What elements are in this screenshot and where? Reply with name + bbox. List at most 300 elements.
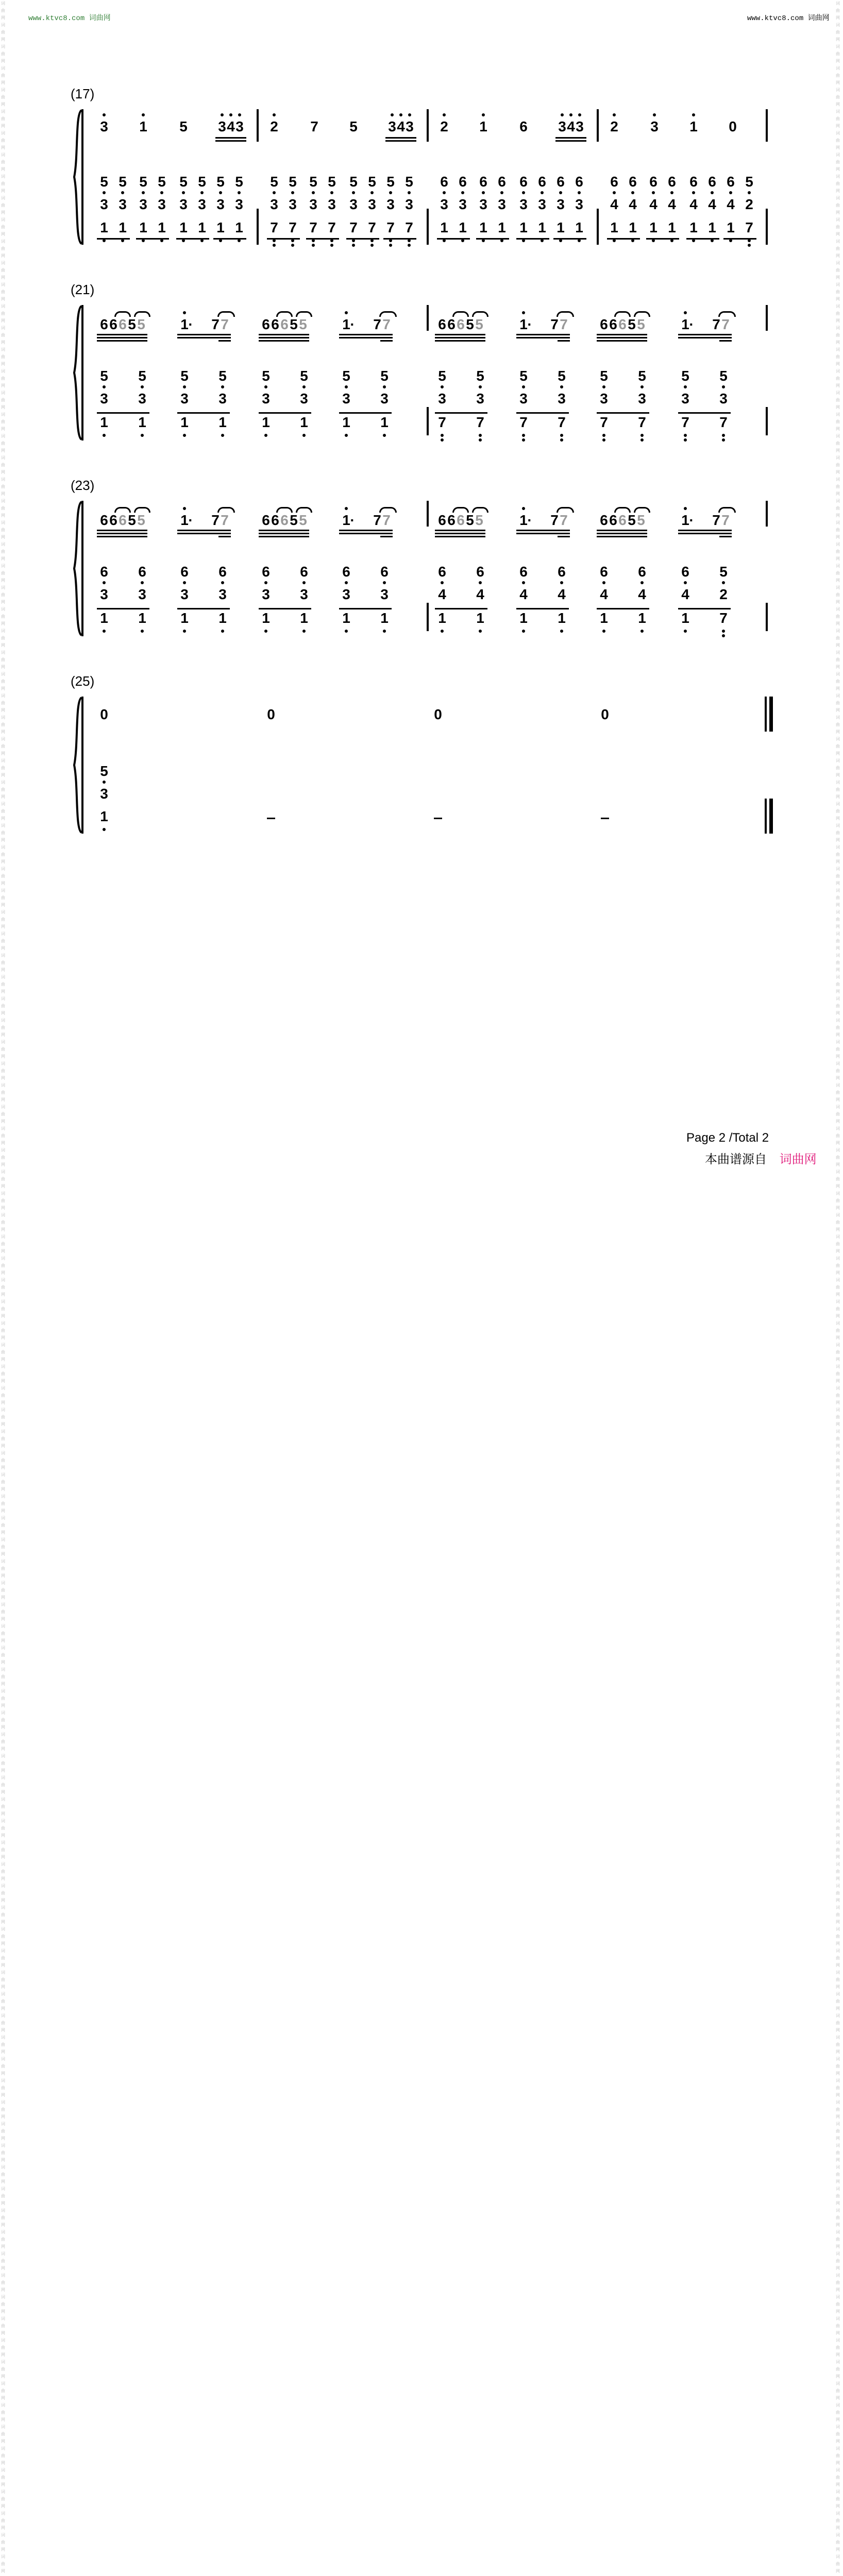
tie-arc (452, 311, 469, 317)
high-octave-dot (352, 191, 355, 194)
note: 6 (618, 512, 627, 528)
high-octave-dot (522, 311, 525, 314)
beam-line (555, 140, 586, 142)
note: 6 (629, 174, 637, 190)
low-octave-dot (722, 438, 725, 442)
note: 5 (119, 174, 127, 190)
high-octave-dot (302, 581, 306, 584)
note: 6 (100, 564, 108, 580)
note: 1 (100, 808, 108, 824)
note: 7 (558, 414, 566, 430)
low-octave-dot (302, 434, 306, 437)
high-octave-dot (399, 113, 402, 116)
high-octave-dot (522, 385, 525, 388)
note: 1 (538, 219, 546, 235)
high-octave-dot (500, 191, 503, 194)
note: 6 (119, 512, 127, 528)
note: 1 (100, 610, 108, 626)
bar-line (257, 209, 259, 245)
high-octave-dot (569, 113, 572, 116)
bar-line (81, 697, 83, 834)
note: 1 (342, 316, 350, 332)
note: 1 (681, 512, 689, 528)
note: 2 (610, 118, 618, 134)
note: 5 (128, 316, 136, 332)
beam-line (97, 238, 130, 240)
beam-line (723, 238, 756, 240)
high-octave-dot (200, 191, 204, 194)
note: 5 (100, 368, 108, 384)
note: 3 (138, 586, 146, 602)
note: 4 (227, 118, 235, 134)
low-octave-dot (522, 630, 525, 633)
note: 5 (405, 174, 413, 190)
low-octave-dot (640, 434, 644, 437)
low-octave-dot (273, 244, 276, 247)
note: 3 (538, 196, 546, 212)
note: · (188, 512, 193, 528)
note: 7 (719, 414, 728, 430)
note: 6 (668, 174, 676, 190)
note: 4 (649, 196, 657, 212)
note: 5 (137, 512, 145, 528)
note: 7 (745, 219, 753, 235)
low-octave-dot (221, 434, 224, 437)
note: 5 (289, 174, 297, 190)
note: 1 (681, 316, 689, 332)
note: 7 (719, 610, 728, 626)
note: 5 (138, 368, 146, 384)
note: 1 (235, 219, 243, 235)
high-octave-dot (103, 191, 106, 194)
note: 6 (438, 564, 446, 580)
beam-line (306, 238, 339, 240)
tie-arc (134, 507, 150, 513)
note: · (527, 316, 532, 332)
note: 5 (719, 564, 728, 580)
high-octave-dot (182, 191, 185, 194)
low-octave-dot (312, 244, 315, 247)
high-octave-dot (443, 191, 446, 194)
note: 4 (668, 196, 676, 212)
beam-line (380, 536, 393, 537)
beam-line (678, 530, 732, 531)
beam-line (97, 530, 147, 531)
beam-line (678, 533, 732, 534)
high-octave-dot (631, 191, 634, 194)
note: 6 (447, 316, 456, 332)
low-octave-dot (221, 630, 224, 633)
low-octave-dot (264, 434, 267, 437)
note: 1 (180, 414, 189, 430)
note: 4 (610, 196, 618, 212)
low-octave-dot (684, 630, 687, 633)
note: 1 (216, 219, 225, 235)
note: 6 (459, 174, 467, 190)
note: · (689, 316, 694, 332)
beam-line (177, 337, 231, 338)
beam-line (177, 530, 231, 531)
note: 1 (519, 316, 528, 332)
note: 1 (180, 512, 189, 528)
beam-line (339, 337, 393, 338)
note: 3 (218, 391, 227, 406)
tie-arc (134, 311, 150, 317)
bar-line (769, 697, 773, 732)
tie-arc (114, 311, 131, 317)
note: 1 (380, 414, 389, 430)
note: 1 (342, 512, 350, 528)
low-octave-dot (330, 244, 333, 247)
note: 5 (638, 368, 646, 384)
note: 6 (440, 174, 448, 190)
beam-line (597, 530, 647, 531)
note: 4 (689, 196, 698, 212)
bar-line (765, 799, 767, 834)
low-octave-dot (479, 434, 482, 437)
note: 1 (138, 610, 146, 626)
note: 1 (138, 414, 146, 430)
note: 5 (637, 512, 645, 528)
note: 3 (576, 118, 584, 134)
note: 5 (349, 174, 358, 190)
beam-line (383, 238, 416, 240)
note: 0 (100, 706, 108, 722)
note: 6 (262, 316, 270, 332)
note: 3 (100, 391, 108, 406)
high-octave-dot (103, 581, 106, 584)
note: 0 (267, 706, 275, 722)
sustain-dash (267, 818, 275, 819)
source-label (705, 1149, 817, 1167)
source-site-link[interactable]: 词曲网 (779, 1153, 817, 1166)
low-octave-dot (103, 828, 106, 831)
note: 1 (438, 610, 446, 626)
high-octave-dot (711, 191, 714, 194)
high-octave-dot (273, 113, 276, 116)
beam-line (380, 340, 393, 342)
note: 6 (300, 564, 308, 580)
beam-line (339, 334, 393, 335)
note: 6 (180, 564, 189, 580)
beam-line (213, 238, 246, 240)
note: 1 (519, 610, 528, 626)
note: 5 (139, 174, 147, 190)
note: 5 (380, 368, 389, 384)
beam-line (435, 337, 485, 338)
note: 1 (158, 219, 166, 235)
watermark-right: 词曲网词曲网词曲网词曲网词曲网词曲网词曲网词曲网词曲网词曲网词曲网词曲网词曲网词曲网词曲网词曲网词曲网词曲网词曲网词曲网词曲网词曲网词曲网词曲网词曲网词曲网词曲网词曲网词曲网词曲网词曲网词曲网词曲网词曲网词曲网词曲网词曲网词曲网词曲网词曲网词曲网词曲网词曲网词曲网词曲网词曲网词曲网词曲网词曲网词曲网词曲网词曲网词曲网词曲网词曲网词曲网词曲网词曲网词曲网词曲网词曲网词曲网词曲网词曲网词曲网词曲网词曲网词曲网词曲网词曲网词曲网词曲网词曲网词曲网词曲网词曲网词曲网词曲网词曲网词曲网词曲网词曲网词曲网词曲网词曲网词曲网词曲网词曲网词曲网词曲网词曲网词曲网词曲网词曲网词曲网词曲网词曲网词曲网词曲网词曲网词曲网词曲网词曲网词曲网词曲网词曲网词曲网词曲网词曲网词曲网词曲网词曲网词曲网词曲网词曲网词曲网词曲网词曲网词曲网 (836, 1, 840, 2573)
low-octave-dot (345, 630, 348, 633)
low-octave-dot (602, 434, 605, 437)
bar-line (597, 209, 599, 245)
note: 7 (368, 219, 376, 235)
note: 6 (218, 564, 227, 580)
beam-line (218, 536, 231, 537)
note: 6 (109, 512, 117, 528)
note: 3 (519, 391, 528, 406)
high-octave-dot (221, 581, 224, 584)
low-octave-dot (560, 438, 563, 442)
note: 7 (382, 316, 391, 332)
low-octave-dot (103, 434, 106, 437)
high-octave-dot (692, 191, 695, 194)
bar-line (81, 305, 83, 440)
note: 6 (538, 174, 546, 190)
note: 1 (262, 610, 270, 626)
high-octave-dot (684, 311, 687, 314)
note: 1 (179, 219, 188, 235)
high-octave-dot (221, 385, 224, 388)
note: 3 (180, 391, 189, 406)
beam-line (516, 530, 570, 531)
low-octave-dot (479, 630, 482, 633)
low-octave-dot (141, 434, 144, 437)
high-octave-dot (264, 385, 267, 388)
low-octave-dot (522, 434, 525, 437)
low-octave-dot (684, 438, 687, 442)
low-octave-dot (684, 434, 687, 437)
beam-line (435, 530, 485, 531)
low-octave-dot (183, 434, 186, 437)
note: 6 (519, 174, 528, 190)
bar-line (427, 501, 429, 527)
note: 6 (727, 174, 735, 190)
note: 2 (745, 196, 753, 212)
high-octave-dot (748, 191, 751, 194)
note: 6 (100, 316, 108, 332)
note: 6 (262, 512, 270, 528)
note: 6 (519, 564, 528, 580)
source-text: 本曲谱源自 (705, 1153, 767, 1166)
tie-arc (296, 311, 312, 317)
high-octave-dot (142, 191, 145, 194)
bar-line (769, 799, 773, 834)
note: 6 (280, 512, 289, 528)
tie-arc (557, 507, 574, 513)
beam-line (176, 238, 209, 240)
beam-line (97, 334, 147, 335)
high-octave-dot (389, 191, 392, 194)
beam-line (385, 137, 416, 139)
high-octave-dot (219, 191, 222, 194)
high-octave-dot (302, 385, 306, 388)
note: 5 (628, 512, 636, 528)
high-octave-dot (183, 385, 186, 388)
high-octave-dot (103, 113, 106, 116)
high-octave-dot (640, 581, 644, 584)
low-octave-dot (383, 630, 386, 633)
high-octave-dot (479, 385, 482, 388)
beam-line (385, 140, 416, 142)
note: 3 (100, 118, 108, 134)
note: 5 (719, 368, 728, 384)
tie-arc (296, 507, 312, 513)
bar-line (766, 407, 768, 435)
high-octave-dot (602, 385, 605, 388)
high-octave-dot (482, 113, 485, 116)
note: 5 (270, 174, 278, 190)
high-octave-dot (160, 191, 163, 194)
note: 1 (100, 219, 108, 235)
beam-line (259, 337, 309, 338)
note: 7 (550, 512, 559, 528)
header-left[interactable]: www.ktvc8.com 词曲网 (28, 14, 111, 23)
note: 6 (600, 512, 608, 528)
note: 7 (600, 414, 608, 430)
tie-arc (452, 507, 469, 513)
note: 3 (328, 196, 336, 212)
note: 3 (309, 196, 317, 212)
note: 1 (342, 414, 350, 430)
note: 1 (380, 610, 389, 626)
note: 3 (218, 118, 226, 134)
tie-arc (114, 507, 131, 513)
tie-arc (557, 311, 574, 317)
low-octave-dot (441, 438, 444, 442)
high-octave-dot (559, 191, 562, 194)
low-octave-dot (560, 434, 563, 437)
high-octave-dot (578, 191, 581, 194)
note: 6 (638, 564, 646, 580)
note: 3 (388, 118, 396, 134)
low-octave-dot (264, 630, 267, 633)
high-octave-dot (330, 191, 333, 194)
note: 5 (637, 316, 645, 332)
beam-line (435, 536, 485, 537)
high-octave-dot (560, 581, 563, 584)
beam-line (97, 337, 147, 338)
tie-arc (217, 507, 235, 513)
low-octave-dot (722, 634, 725, 637)
note: 6 (447, 512, 456, 528)
beam-line (646, 238, 679, 240)
note: 5 (198, 174, 206, 190)
high-octave-dot (670, 191, 673, 194)
note: 7 (211, 316, 220, 332)
note: 1 (629, 219, 637, 235)
note: 6 (609, 316, 617, 332)
high-octave-dot (408, 113, 411, 116)
note: 3 (476, 391, 484, 406)
note: 3 (139, 196, 147, 212)
bar-line (766, 603, 768, 631)
note: 3 (650, 118, 659, 134)
note: 6 (476, 564, 484, 580)
bar-line (427, 109, 429, 142)
note: 6 (600, 316, 608, 332)
note: 3 (558, 118, 566, 134)
note: 3 (681, 391, 689, 406)
note: 1 (689, 118, 698, 134)
note: 7 (476, 414, 484, 430)
note: 3 (262, 586, 270, 602)
tie-arc (718, 507, 736, 513)
beam-line (97, 340, 147, 342)
measure-number-23: (23) (71, 478, 95, 493)
high-octave-dot (238, 191, 241, 194)
high-octave-dot (722, 581, 725, 584)
low-octave-dot (302, 630, 306, 633)
note: 3 (180, 586, 189, 602)
note: 4 (708, 196, 716, 212)
note: 1 (681, 610, 689, 626)
low-octave-dot (183, 630, 186, 633)
note: 7 (550, 316, 559, 332)
note: 3 (558, 391, 566, 406)
note: 7 (681, 414, 689, 430)
note: 3 (300, 391, 308, 406)
note: 7 (221, 316, 229, 332)
header-right[interactable]: www.ktvc8.com 词曲网 (747, 14, 830, 23)
beam-line (555, 137, 586, 139)
note: 5 (128, 512, 136, 528)
note: 5 (386, 174, 395, 190)
beam-line (177, 533, 231, 534)
page-indicator: Page 2 /Total 2 (686, 1131, 769, 1145)
tie-arc (217, 311, 235, 317)
low-octave-dot (291, 244, 294, 247)
low-octave-dot (389, 244, 392, 247)
note: 3 (342, 391, 350, 406)
bar-line (81, 109, 83, 245)
note: 1 (610, 219, 618, 235)
measure-number-25: (25) (71, 673, 95, 689)
note: 1 (459, 219, 467, 235)
note: 4 (438, 586, 446, 602)
note: 1 (139, 219, 147, 235)
low-octave-dot (722, 434, 725, 437)
high-octave-dot (383, 385, 386, 388)
note: 5 (179, 118, 188, 134)
note: 2 (440, 118, 448, 134)
note: 5 (158, 174, 166, 190)
note: 6 (558, 564, 566, 580)
tie-arc (472, 507, 488, 513)
beam-line (597, 536, 647, 537)
beam-line (719, 536, 732, 537)
note: 5 (299, 512, 307, 528)
note: 4 (629, 196, 637, 212)
note: 3 (519, 196, 528, 212)
tie-arc (614, 507, 631, 513)
high-octave-dot (121, 191, 124, 194)
beam-line (177, 334, 231, 335)
note: 7 (289, 219, 297, 235)
high-octave-dot (684, 581, 687, 584)
sustain-dash (601, 818, 609, 819)
beam-line (339, 533, 393, 534)
note: 1 (476, 610, 484, 626)
bar-line (765, 697, 767, 732)
note: 3 (575, 196, 583, 212)
measure-number-21: (21) (71, 282, 95, 297)
note: 6 (708, 174, 716, 190)
beam-line (597, 533, 647, 534)
note: 3 (119, 196, 127, 212)
note: 6 (457, 512, 465, 528)
note: 3 (638, 391, 646, 406)
beam-line (516, 337, 570, 338)
bar-line (427, 305, 429, 331)
note: 1 (262, 414, 270, 430)
note: 5 (216, 174, 225, 190)
note: 3 (557, 196, 565, 212)
beam-line (435, 334, 485, 335)
beam-line (215, 140, 246, 142)
beam-line (435, 340, 485, 342)
low-octave-dot (722, 630, 725, 633)
